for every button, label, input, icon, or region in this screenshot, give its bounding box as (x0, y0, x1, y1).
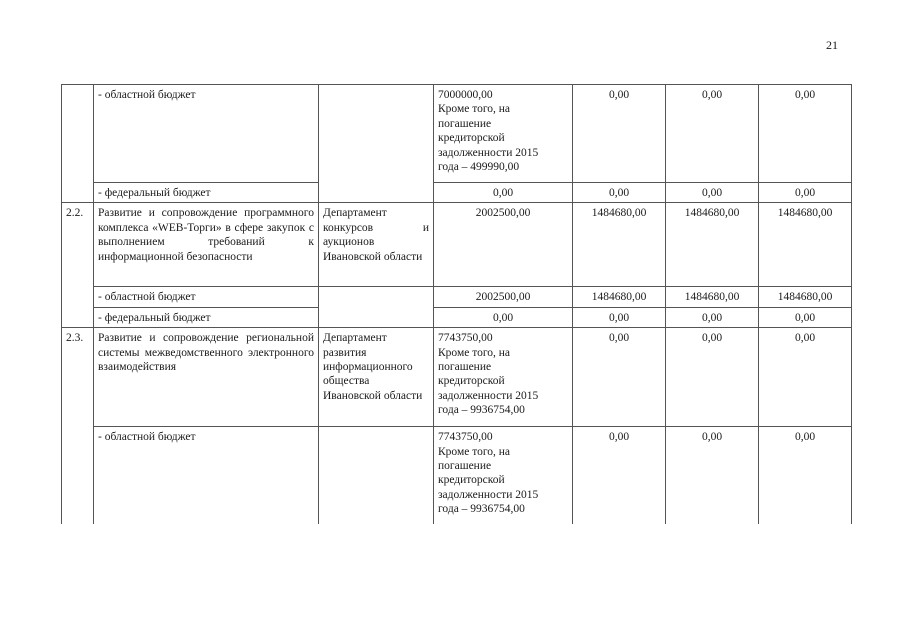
department-cell (319, 85, 434, 203)
table-row (62, 427, 852, 525)
page-number: 21 (826, 38, 838, 52)
amount-cell: 0,00 (666, 328, 759, 427)
table-row (62, 203, 852, 287)
amount-cell: 0,00 (573, 307, 666, 327)
amount-cell: 0,00 (666, 427, 759, 525)
amount-cell: 0,00 (434, 183, 573, 203)
amount-cell: 7000000,00 Кроме того, на погашение кредиторской задолженности 2015 года – 499990,00 (434, 85, 573, 183)
amount-cell: 2002500,00 (434, 287, 573, 307)
amount-cell: 0,00 (759, 328, 852, 427)
amount-cell: 0,00 (573, 328, 666, 427)
amount-cell: 1484680,00 (759, 203, 852, 287)
amount-cell: 0,00 (434, 307, 573, 327)
amount-cell: 0,00 (666, 307, 759, 327)
item-name-cell: - областной бюджет (94, 85, 319, 183)
item-name-cell: - федеральный бюджет (94, 183, 319, 203)
amount-cell: 7743750,00 Кроме того, на погашение кредиторской задолженности 2015 года – 9936754,00 (434, 427, 573, 525)
table-row (62, 85, 852, 183)
table-row (62, 287, 852, 307)
item-name-cell: Развитие и сопровождение региональной системы межведомственного электронного взаимодействия (94, 328, 319, 427)
department-cell: Департамент развития информационного общества Ивановской области (319, 328, 434, 427)
row-number-cell: 2.3. (62, 328, 94, 525)
amount-cell: 0,00 (759, 183, 852, 203)
row-number-cell: 2.2. (62, 203, 94, 328)
department-cell: Департамент конкурсов и аукционов Ивановской области (319, 203, 434, 287)
amount-cell: 0,00 (666, 183, 759, 203)
item-name-cell: - федеральный бюджет (94, 307, 319, 327)
table-row (62, 183, 852, 203)
amount-cell: 0,00 (759, 85, 852, 183)
item-name-cell: - областной бюджет (94, 427, 319, 525)
item-name-cell: Развитие и сопровождение программного комплекса «WEB-Торги» в сфере закупок с выполнением требований к информационной безопасности (94, 203, 319, 287)
amount-cell: 1484680,00 (759, 287, 852, 307)
amount-cell: 0,00 (573, 427, 666, 525)
amount-cell: 0,00 (759, 307, 852, 327)
amount-cell: 7743750,00 Кроме того, на погашение кредиторской задолженности 2015 года – 9936754,00 (434, 328, 573, 427)
row-number-cell (62, 85, 94, 203)
amount-cell: 1484680,00 (666, 287, 759, 307)
amount-cell: 0,00 (573, 85, 666, 183)
department-cell (319, 287, 434, 328)
amount-cell: 1484680,00 (573, 287, 666, 307)
amount-cell: 0,00 (573, 183, 666, 203)
amount-cell: 1484680,00 (573, 203, 666, 287)
amount-cell: 1484680,00 (666, 203, 759, 287)
department-cell (319, 427, 434, 525)
amount-cell: 2002500,00 (434, 203, 573, 287)
amount-cell: 0,00 (666, 85, 759, 183)
amount-cell: 0,00 (759, 427, 852, 525)
item-name-cell: - областной бюджет (94, 287, 319, 307)
budget-table (61, 84, 852, 524)
table-row (62, 328, 852, 427)
table-row (62, 307, 852, 327)
